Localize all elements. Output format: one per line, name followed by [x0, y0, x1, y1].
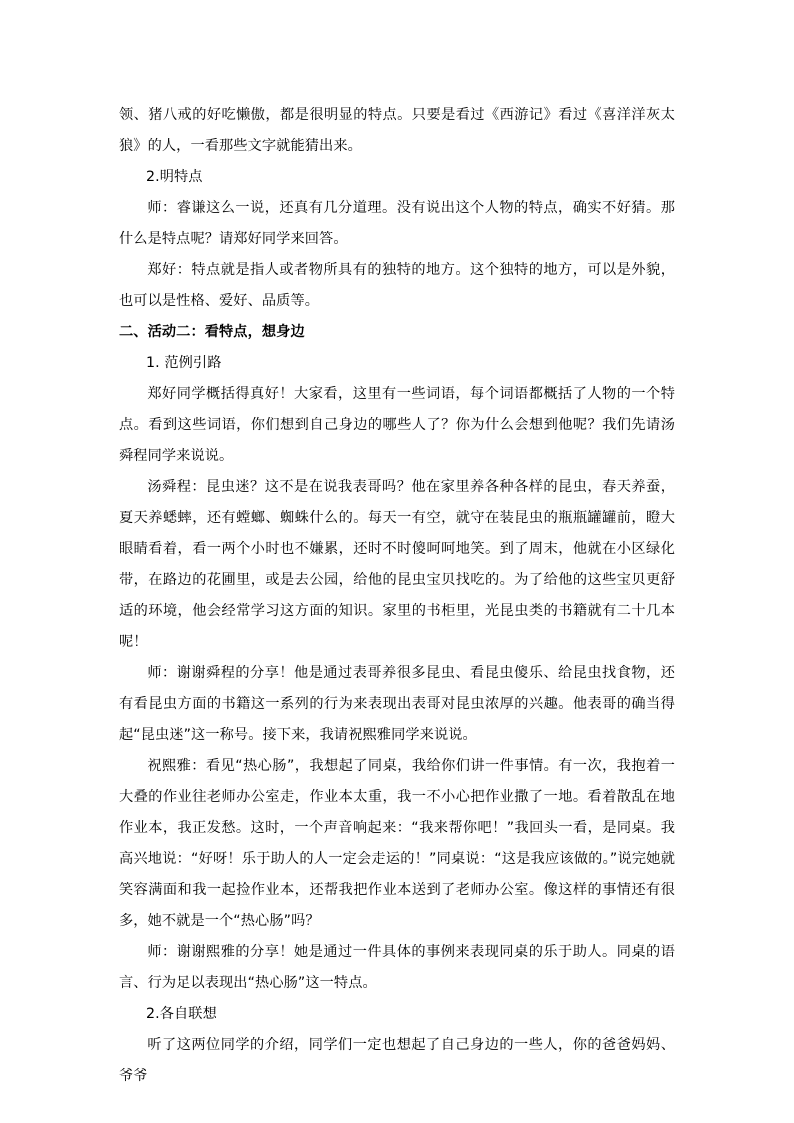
- paragraph-teacher-comment-one: 师：谢谢舜程的分享！他是通过表哥养很多昆虫、看昆虫傻乐、给昆虫找食物，还有看昆虫方面的书籍这一系列的行为来表现出表哥对昆虫浓厚的兴趣。他表哥的确当得起“昆虫迷”这一称号。接下来，我请祝熙雅同学来说说。: [119, 665, 675, 743]
- paragraph-closing: 听了这两位同学的介绍，同学们一定也想起了自己身边的一些人，你的爸爸妈妈、爷爷: [119, 1037, 675, 1084]
- paragraph-teacher-intro-words: 郑好同学概括得真好！大家看，这里有一些词语，每个词语都概括了人物的一个特点。看到这些词语，你们想到自己身边的哪些人了？你为什么会想到他呢？我们先请汤舜程同学来说说。: [119, 386, 675, 464]
- section-heading-activity-two: 二、活动二：看特点，想身边: [119, 324, 305, 340]
- paragraph-zhenghao-answer: 郑好：特点就是指人或者物所具有的独特的地方。这个独特的地方，可以是外貌，也可以是性格、爱好、品质等。: [119, 262, 675, 309]
- paragraph-teacher-question: 师：睿谦这么一说，还真有几分道理。没有说出这个人物的特点，确实不好猜。那什么是特点呢？请郑好同学来回答。: [119, 200, 675, 247]
- paragraph-teacher-comment-two: 师：谢谢熙雅的分享！她是通过一件具体的事例来表现同桌的乐于助人。同桌的语言、行为足以表现出“热心肠”这一特点。: [119, 944, 675, 991]
- subheading-define-feature: 2.明特点: [146, 169, 203, 185]
- paragraph-tangshuncheng-story: 汤舜程：昆虫迷？这不是在说我表哥吗？他在家里养各种各样的昆虫，春天养蚕，夏天养蟋蟀，还有螳螂、蜘蛛什么的。每天一有空，就守在装昆虫的瓶瓶罐罐前，瞪大眼睛看着，看一两个小时也不嫌累，还时不时傻呵呵地笑。到了周末，他就在小区绿化带，在路边的花圃里，或是去公园，给他的昆虫宝贝找吃的。为了给他的这些宝贝更舒适的环境，他会经常学习这方面的知识。家里的书柜里，光昆虫类的书籍就有二十几本呢！: [119, 479, 675, 650]
- document-page: [119, 100, 675, 1092]
- subheading-free-association: 2.各自联想: [146, 1006, 217, 1022]
- paragraph-zhuxiya-story: 祝熙雅：看见“热心肠”，我想起了同桌，我给你们讲一件事情。有一次，我抱着一大叠的作业往老师办公室走，作业本太重，我一不小心把作业撒了一地。看着散乱在地作业本，我正发愁。这时，一个声音响起来：“我来帮你吧！”我回头一看，是同桌。我高兴地说：“好呀！乐于助人的人一定会走运的！”同桌说：“这是我应该做的。”说完她就笑容满面和我一起捡作业本，还帮我把作业本送到了老师办公室。像这样的事情还有很多，她不就是一个“热心肠”吗？: [119, 758, 675, 929]
- subheading-example-guide: 1. 范例引路: [146, 355, 222, 371]
- paragraph-intro-continuation: 领、猪八戒的好吃懒傲，都是很明显的特点。只要是看过《西游记》看过《喜洋洋灰太狼》的人，一看那些文字就能猜出来。: [119, 107, 675, 154]
